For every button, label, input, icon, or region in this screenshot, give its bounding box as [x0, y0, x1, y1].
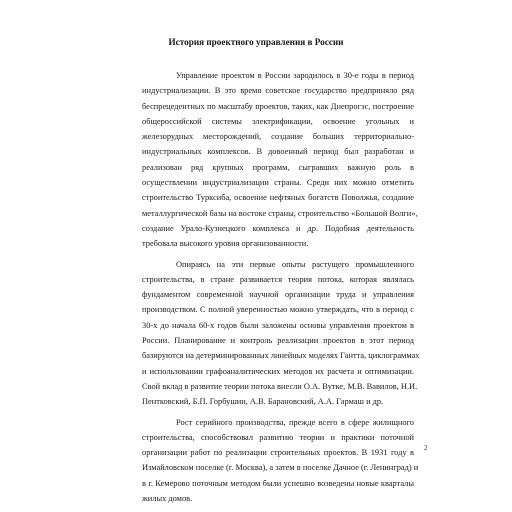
- paragraph-1: [142, 68, 418, 252]
- text-line: реализован ряд крупных программ, сыгравших важную роль в: [142, 162, 414, 172]
- text-line: создание Урало-Кузнецкого комплекса и др. Подобная деятельность: [142, 223, 414, 233]
- text-line: фундаментом современной научной организации труда и управления: [142, 290, 414, 300]
- text-line: железорудных месторождений, создание больших территориально-: [142, 132, 414, 142]
- text-line: индустриализации. В это время советское государство предприняло ряд: [142, 86, 414, 96]
- text-line: Пентковский, Б.П. Горбушин, А.В. Барановский, А.А. Гармаш и др.: [142, 397, 384, 407]
- text-line: требовала высокого уровня организованности.: [142, 239, 309, 249]
- text-line: базируются на детерминированных линейных моделях Гантта, циклограммах: [142, 351, 420, 361]
- text-line: 30-х до начала 60-х годов были заложены основы управления проектом в: [142, 320, 414, 330]
- text-line: общероссийской системы электрификации, освоение угольных и: [142, 116, 414, 126]
- text-line: организации работ по реализации строительных проектов. В 1931 году в: [142, 448, 414, 458]
- text-line: в г. Кемерово поточным методом были успешно возведены новые кварталы: [142, 478, 414, 488]
- text-line: жилых домов.: [142, 494, 193, 504]
- document-body: [142, 68, 420, 506]
- text-line: Опираясь на эти первые опыты растущего промышленного: [176, 259, 414, 269]
- text-line: беспрецедентных по масштабу проектов, таких, как Днепрогэс, построение: [142, 101, 414, 111]
- text-line: осуществлении индустриализации страны. Среди них можно отметить: [142, 178, 414, 188]
- text-line: России. Планирование и контроль реализации проектов в этот период: [142, 336, 414, 346]
- text-line: индустриальных комплексов. В довоенный период был разработан и: [142, 147, 414, 157]
- text-line: Управление проектом в России зародилось в 30-е годы в период: [176, 71, 414, 80]
- paragraph-3: [142, 415, 419, 507]
- text-line: строительства, в стране развивается теория потока, которая являлась: [142, 274, 414, 284]
- text-line: и использовании графоаналитических методов их расчета и оптимизации.: [142, 366, 414, 376]
- text-line: Рост серийного производства, прежде всего в сфере жилищного: [176, 417, 414, 427]
- text-line: Свой вклад в развитие теории потока внесли О.А. Вутке, М.В. Вавилов, Н.И.: [142, 381, 418, 391]
- text-line: строительства, способствовал развитию теории и практики поточной: [142, 432, 414, 442]
- text-line: металлургической базы на востоке страны, строительство «Большой Волги»,: [142, 208, 418, 218]
- text-line: строительство Турксиба, освоение нефтяных богатств Поволжья, создание: [142, 193, 414, 203]
- text-line: Измайловском поселке (г. Москва), а затем в поселке Дачное (г. Ленинград) и: [142, 463, 419, 473]
- text-line: производством. С полной уверенностью можно утверждать, что в период с: [142, 305, 414, 315]
- document-title: История проектного управления в России: [168, 37, 344, 47]
- paragraph-2: [142, 257, 420, 410]
- page-number: 2: [424, 444, 428, 452]
